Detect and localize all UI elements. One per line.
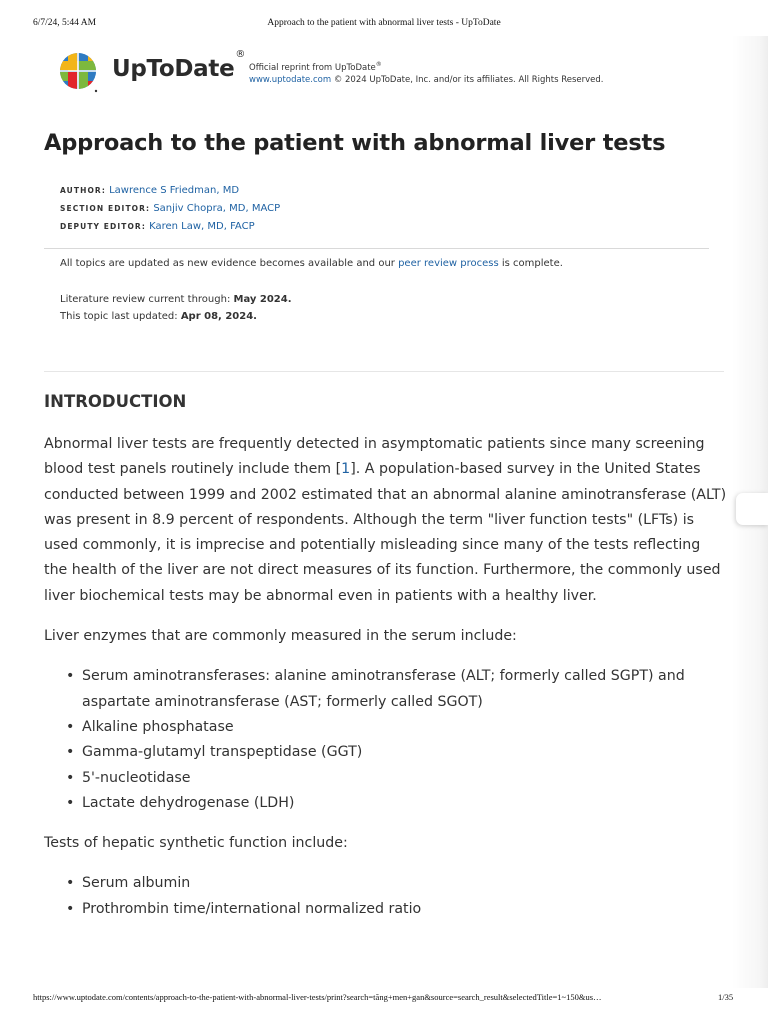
- update-note: All topics are updated as new evidence becomes available and our peer review process is complete.: [60, 258, 563, 269]
- print-url: https://www.uptodate.com/contents/approach-to-the-patient-with-abnormal-liver-tests/print?search=tăng+men+gan&source=search_result&selectedTitle=1~150&us…: [33, 992, 602, 1002]
- reprint-notice: Official reprint from UpToDate® www.uptodate.com © 2024 UpToDate, Inc. and/or its affiliates. All Rights Reserved.: [249, 61, 604, 85]
- divider: [44, 248, 709, 249]
- topic-updated-date: This topic last updated: Apr 08, 2024.: [60, 311, 257, 322]
- article-title: Approach to the patient with abnormal liver tests: [44, 130, 666, 156]
- peer-review-link[interactable]: peer review process: [398, 258, 499, 269]
- section-body: [44, 432, 728, 937]
- list-item: • Alkaline phosphatase: [66, 718, 234, 735]
- credit-author: AUTHOR: Lawrence S Friedman, MD: [60, 185, 240, 196]
- list-item: • Lactate dehydrogenase (LDH): [66, 794, 295, 811]
- enzyme-list: [44, 664, 728, 816]
- paragraph: Abnormal liver tests are frequently detected in asymptomatic patients since many screening blood test panels routinely include them [1]. A population-based survey in the United States conducted between 1999 and 2002 estimated that an abnormal alanine aminotransferase (ALT) was present in 8.9 percent of respondents. Although the term "liver function tests" (LFTs) is used commonly, it is imprecise and potentially misleading since many of the tests reflecting the health of the liver are not direct measures of its function. Furthermore, the commonly used liver biochemical tests may be abnormal even in patients with a healthy liver.: [44, 436, 727, 604]
- list-item: • Prothrombin time/international normalized ratio: [66, 900, 422, 917]
- uptodate-site-link[interactable]: www.uptodate.com: [249, 74, 332, 85]
- credit-role: AUTHOR: [60, 186, 102, 195]
- print-date: 6/7/24, 5:44 AM: [33, 18, 97, 28]
- credit-role: SECTION EDITOR: [60, 204, 147, 213]
- synthetic-function-list: [44, 871, 728, 922]
- uptodate-logo-icon: [59, 52, 99, 94]
- credit-section-editor: SECTION EDITOR: Sanjiv Chopra, MD, MACP: [60, 203, 281, 214]
- credit-role: DEPUTY EDITOR: [60, 222, 142, 231]
- list-item: • 5'-nucleotidase: [66, 769, 191, 786]
- print-page-title: Approach to the patient with abnormal liver tests - UpToDate: [267, 18, 501, 28]
- print-header: [0, 18, 768, 32]
- side-panel-tab[interactable]: [736, 493, 768, 525]
- paragraph: Tests of hepatic synthetic function include:: [44, 835, 348, 852]
- credit-name-link[interactable]: Sanjiv Chopra, MD, MACP: [153, 203, 281, 214]
- paragraph: Liver enzymes that are commonly measured in the serum include:: [44, 628, 517, 645]
- literature-dates: [60, 291, 292, 325]
- divider: [44, 371, 724, 372]
- list-item: • Serum aminotransferases: alanine aminotransferase (ALT; formerly called SGPT) and aspartate aminotransferase (AST; formerly called SGOT): [66, 668, 685, 710]
- page-number: 1/35: [718, 992, 734, 1002]
- reference-link[interactable]: 1: [341, 461, 351, 478]
- list-item: • Serum albumin: [66, 875, 191, 892]
- credit-deputy-editor: DEPUTY EDITOR: Karen Law, MD, FACP: [60, 221, 255, 232]
- brand-name: UpToDate®: [112, 49, 246, 82]
- credit-name-link[interactable]: Karen Law, MD, FACP: [149, 221, 255, 232]
- list-item: • Gamma-glutamyl transpeptidase (GGT): [66, 744, 363, 761]
- section-heading: INTRODUCTION: [44, 392, 187, 411]
- copyright-text: © 2024 UpToDate, Inc. and/or its affiliates. All Rights Reserved.: [331, 74, 604, 85]
- article-credits: [60, 182, 280, 236]
- literature-review-date: Literature review current through: May 2024.: [60, 294, 292, 305]
- credit-name-link[interactable]: Lawrence S Friedman, MD: [109, 185, 240, 196]
